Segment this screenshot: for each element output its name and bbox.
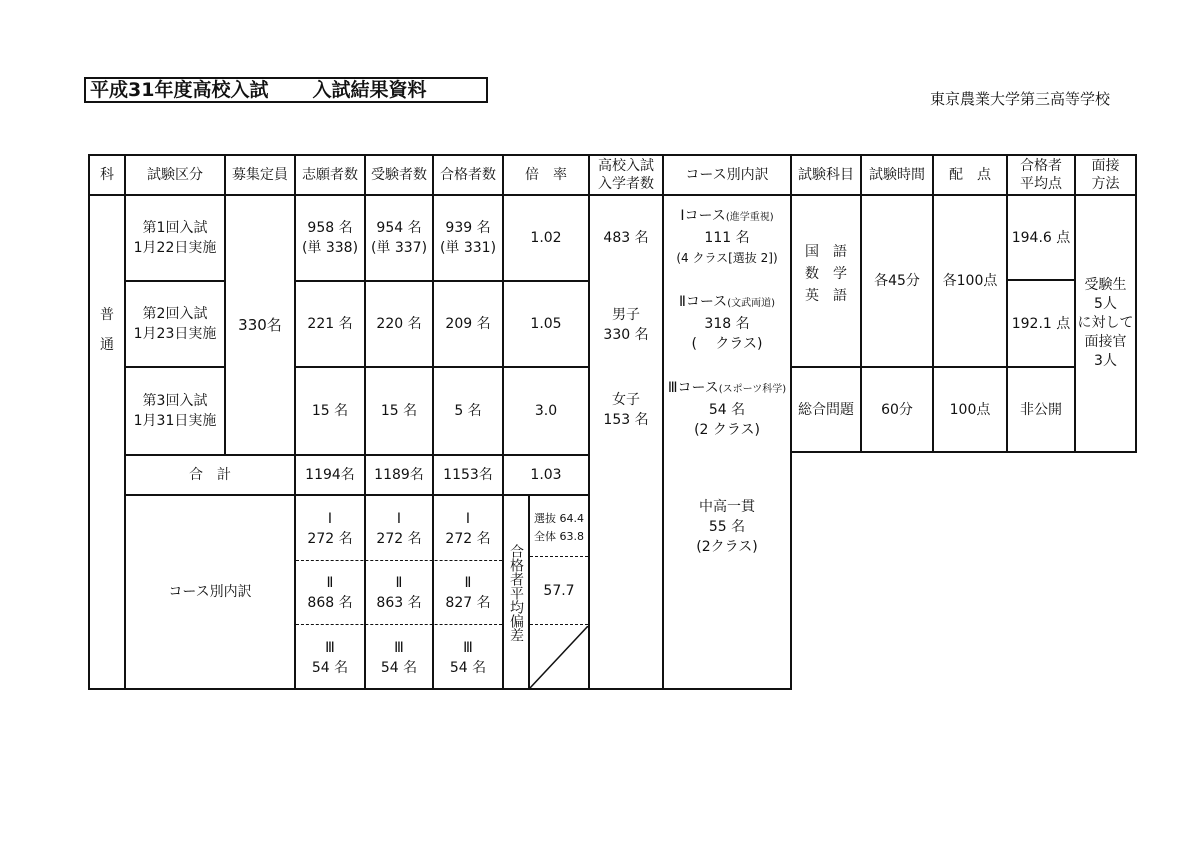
course-3-note: (スポーツ科学) [718, 384, 787, 395]
subject-japanese: 国 語 [805, 244, 847, 260]
header-teiin: 募集定員 [232, 167, 288, 183]
round1-label [126, 196, 224, 280]
round3-name: 第3回入試 [142, 393, 208, 409]
round1-examinees [366, 196, 432, 280]
course-4-name: 中高一貫 [699, 499, 755, 515]
interview-line2: 5人 [1094, 296, 1117, 312]
round3-examinees: 15 名 [380, 403, 418, 419]
capacity: 330名 [238, 316, 282, 334]
round1-examinees-value: 954 名 [376, 220, 422, 236]
breakdown-2-examinees [366, 564, 432, 622]
deviation-all: 全体 63.8 [534, 530, 584, 543]
round1-applicants-value: 958 名 [307, 220, 353, 236]
header-kubun: 試験区分 [147, 167, 203, 183]
breakdown-3-course: Ⅲ [325, 640, 335, 656]
diagonal-slash [530, 626, 588, 688]
header-mensetsu [1076, 156, 1135, 194]
round3-subject: 総合問題 [798, 401, 854, 418]
title-part2: 入試結果資料 [312, 79, 427, 101]
course-2-classes: ( クラス) [691, 336, 763, 352]
round3-avg: 非公開 [1020, 401, 1062, 418]
course-4 [664, 494, 790, 560]
deviation-course1 [530, 504, 588, 552]
breakdown-2-applicants [296, 564, 364, 622]
round1-name: 第1回入試 [142, 220, 208, 236]
total-applicants: 1194名 [305, 467, 355, 483]
breakdown-label: コース別内訳 [168, 584, 252, 600]
line [1135, 154, 1137, 453]
breakdown-3-applicants [296, 630, 364, 686]
course-2 [664, 290, 790, 356]
enrolled-male-count: 330 名 [603, 327, 649, 343]
round1-applicants [296, 196, 364, 280]
header-heikin-line2: 平均点 [1020, 176, 1062, 192]
enrolled-male [590, 300, 662, 350]
breakdown-1-passed [434, 500, 502, 558]
breakdown-1-applicants [296, 500, 364, 558]
breakdown-2-passed-value: 827 名 [445, 595, 491, 611]
header-haiten: 配 点 [949, 167, 991, 183]
course-1-note: (進学重視) [725, 212, 774, 223]
course-3-name: Ⅲコース [667, 380, 719, 396]
breakdown-2-passed [434, 564, 502, 622]
round1-applicants-sub: (単 338) [301, 240, 359, 256]
round2-name: 第2回入試 [142, 306, 208, 322]
breakdown-2-course: Ⅱ [326, 575, 334, 591]
dashed-line [296, 624, 502, 625]
deviation-label: 合格者平均偏差 [508, 544, 524, 642]
deviation-selected: 選抜 64.4 [534, 512, 584, 525]
breakdown-1-applicants-value: 272 名 [307, 531, 353, 547]
round1-examinees-sub: (単 337) [370, 240, 428, 256]
subject-list [792, 236, 860, 312]
breakdown-3-course-b: Ⅲ [394, 640, 404, 656]
round2-label [126, 282, 224, 366]
breakdown-2-applicants-value: 868 名 [307, 595, 353, 611]
avg-score-round2: 192.1 点 [1011, 315, 1071, 332]
round3-applicants: 15 名 [311, 403, 349, 419]
enrolled-male-label: 男子 [612, 307, 640, 323]
interview-line1: 受験生 [1084, 277, 1127, 293]
breakdown-3-course-c: Ⅲ [463, 640, 473, 656]
round1-date: 1月22日実施 [133, 240, 217, 256]
round3-time: 60分 [881, 401, 913, 418]
course-2-count: 318 名 [704, 316, 750, 332]
round1-passed-sub: (単 331) [439, 240, 497, 256]
breakdown-1-examinees-value: 272 名 [376, 531, 422, 547]
header-mensetsu-line1: 面接 [1091, 158, 1120, 174]
interview-line5: 3人 [1094, 353, 1117, 369]
round3-points: 100点 [949, 401, 991, 418]
course-4-count: 55 名 [708, 519, 746, 535]
line [88, 154, 90, 690]
total-label: 合 計 [189, 467, 231, 483]
course-2-note: (文武両道) [727, 298, 775, 309]
round1-passed [434, 196, 502, 280]
enrolled-female [590, 385, 662, 435]
breakdown-3-examinees-value: 54 名 [380, 660, 418, 676]
school-name: 東京農業大学第三高等学校 [930, 90, 1111, 108]
header-shigan: 志願者数 [302, 167, 358, 183]
department-label [90, 280, 124, 380]
interview-line3: に対して [1077, 315, 1134, 331]
avg-score-round1: 194.6 点 [1011, 229, 1071, 246]
breakdown-1-course: Ⅰ [327, 511, 333, 527]
dashed-line [530, 556, 588, 557]
course-2-name: Ⅱコース [678, 294, 728, 310]
interview-line4: 面接官 [1084, 334, 1127, 350]
round2-examinees: 220 名 [376, 316, 422, 332]
enrolled-female-label: 女子 [612, 392, 640, 408]
round2-applicants: 221 名 [307, 316, 353, 332]
department-char2: 通 [100, 337, 114, 353]
round3-date: 1月31日実施 [133, 413, 217, 429]
enrolled-female-count: 153 名 [603, 412, 649, 428]
course-1-count: 111 名 [704, 230, 750, 246]
breakdown-1-course-c: Ⅰ [465, 511, 471, 527]
subject-math: 数 学 [805, 266, 847, 282]
header-nyugaku-line2: 入学者数 [598, 176, 654, 192]
course-3-classes: (2 クラス) [694, 422, 760, 438]
course-1-classes: (4 クラス[選抜 2]) [676, 251, 778, 265]
round2-ratio: 1.05 [530, 316, 562, 332]
header-heikin [1008, 156, 1074, 194]
course-1 [664, 204, 790, 270]
subject-points: 各100点 [942, 273, 998, 289]
course-3-count: 54 名 [708, 402, 746, 418]
header-kamoku: 試験科目 [798, 167, 854, 183]
header-jikan: 試験時間 [869, 167, 925, 183]
breakdown-2-examinees-value: 863 名 [376, 595, 422, 611]
document-title [84, 77, 488, 103]
header-mensetsu-line2: 方法 [1091, 176, 1120, 192]
header-nyugaku [590, 156, 662, 194]
course-1-name: Ⅰコース [680, 208, 726, 224]
header-ka: 科 [100, 167, 114, 183]
total-passed: 1153名 [443, 467, 493, 483]
header-bairitsu: 倍 率 [525, 167, 567, 183]
breakdown-3-passed-value: 54 名 [449, 660, 487, 676]
round1-passed-value: 939 名 [445, 220, 491, 236]
header-heikin-line1: 合格者 [1020, 158, 1062, 174]
breakdown-2-course-c: Ⅱ [464, 575, 472, 591]
header-nyugaku-line1: 高校入試 [598, 158, 654, 174]
course-3 [664, 376, 790, 442]
department-char1: 普 [100, 307, 114, 323]
deviation-course2: 57.7 [543, 583, 575, 599]
breakdown-3-passed [434, 630, 502, 686]
round2-date: 1月23日実施 [133, 326, 217, 342]
dashed-line [296, 560, 502, 561]
interview-method [1076, 196, 1135, 451]
dashed-line [530, 624, 588, 625]
total-ratio: 1.03 [530, 467, 562, 483]
round1-ratio: 1.02 [530, 230, 562, 246]
course-4-classes: (2クラス) [696, 539, 758, 555]
header-goukaku: 合格者数 [440, 167, 496, 183]
subject-english: 英 語 [805, 288, 847, 304]
header-course: コース別内訳 [685, 167, 769, 183]
breakdown-1-course-b: Ⅰ [396, 511, 402, 527]
breakdown-2-course-b: Ⅱ [395, 575, 403, 591]
breakdown-3-applicants-value: 54 名 [311, 660, 349, 676]
round2-passed: 209 名 [445, 316, 491, 332]
line [88, 688, 791, 690]
breakdown-3-examinees [366, 630, 432, 686]
header-juken: 受験者数 [371, 167, 427, 183]
breakdown-1-passed-value: 272 名 [445, 531, 491, 547]
line [790, 451, 1137, 453]
round3-ratio: 3.0 [534, 403, 558, 419]
enrolled-total: 483 名 [603, 230, 649, 246]
total-examinees: 1189名 [374, 467, 424, 483]
round3-passed: 5 名 [454, 403, 482, 419]
subject-time: 各45分 [874, 273, 920, 289]
title-part1: 平成31年度高校入試 [90, 79, 269, 101]
breakdown-1-examinees [366, 500, 432, 558]
round3-label [126, 368, 224, 454]
